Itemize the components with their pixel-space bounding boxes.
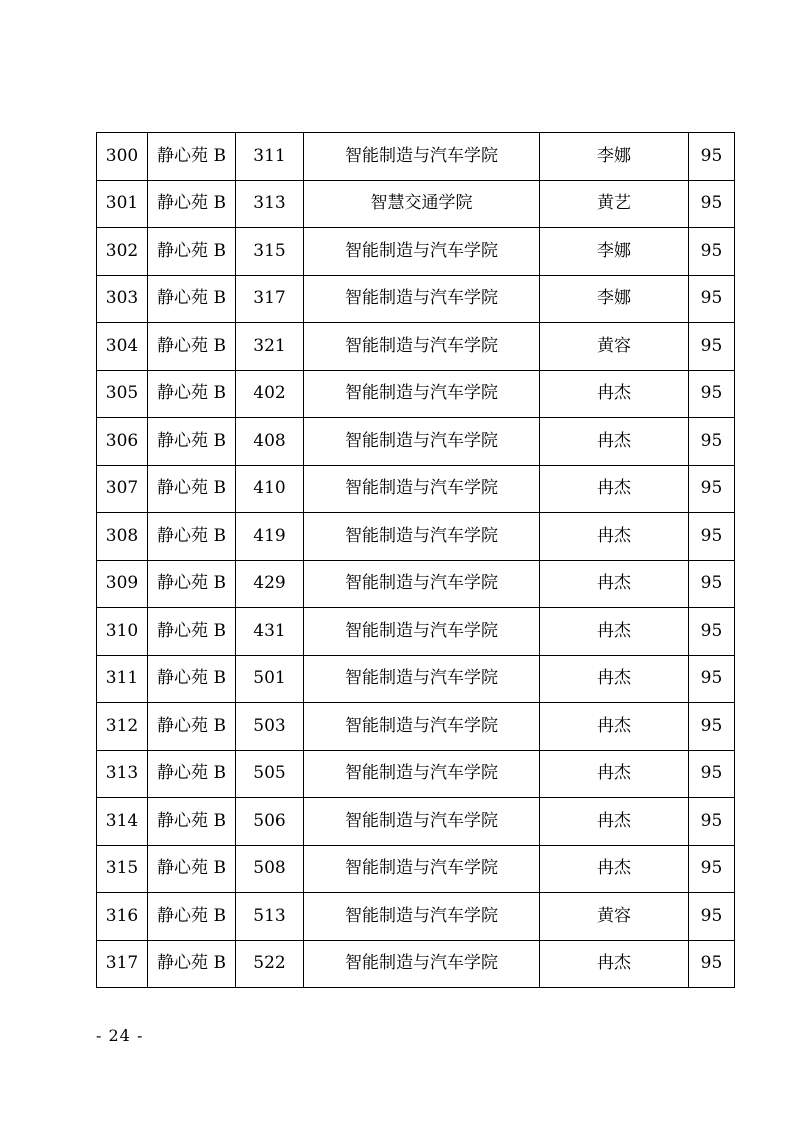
cell-counselor: 李娜 [540,228,689,276]
cell-score: 95 [689,798,735,846]
cell-college: 智能制造与汽车学院 [304,513,540,561]
score-table [96,132,735,988]
cell-number: 313 [97,750,148,798]
cell-counselor: 冉杰 [540,608,689,656]
cell-room: 503 [236,703,304,751]
cell-building: 静心苑 B [148,180,236,228]
cell-score: 95 [689,370,735,418]
cell-score: 95 [689,703,735,751]
table-row [97,893,735,941]
cell-number: 316 [97,893,148,941]
cell-college: 智慧交通学院 [304,180,540,228]
cell-room: 315 [236,228,304,276]
cell-building: 静心苑 B [148,940,236,988]
cell-college: 智能制造与汽车学院 [304,275,540,323]
cell-college: 智能制造与汽车学院 [304,323,540,371]
cell-number: 307 [97,465,148,513]
cell-building: 静心苑 B [148,798,236,846]
cell-room: 508 [236,845,304,893]
cell-college: 智能制造与汽车学院 [304,845,540,893]
cell-score: 95 [689,940,735,988]
cell-building: 静心苑 B [148,655,236,703]
cell-college: 智能制造与汽车学院 [304,370,540,418]
cell-number: 311 [97,655,148,703]
cell-score: 95 [689,465,735,513]
cell-number: 302 [97,228,148,276]
cell-counselor: 冉杰 [540,940,689,988]
cell-counselor: 冉杰 [540,750,689,798]
cell-college: 智能制造与汽车学院 [304,228,540,276]
cell-counselor: 冉杰 [540,560,689,608]
cell-number: 306 [97,418,148,466]
cell-college: 智能制造与汽车学院 [304,418,540,466]
cell-score: 95 [689,893,735,941]
cell-room: 419 [236,513,304,561]
table-row [97,560,735,608]
cell-college: 智能制造与汽车学院 [304,465,540,513]
cell-room: 402 [236,370,304,418]
cell-building: 静心苑 B [148,513,236,561]
cell-score: 95 [689,323,735,371]
cell-building: 静心苑 B [148,418,236,466]
cell-college: 智能制造与汽车学院 [304,655,540,703]
cell-room: 501 [236,655,304,703]
cell-college: 智能制造与汽车学院 [304,798,540,846]
cell-counselor: 冉杰 [540,655,689,703]
cell-counselor: 冉杰 [540,418,689,466]
cell-room: 506 [236,798,304,846]
cell-counselor: 冉杰 [540,465,689,513]
table-row [97,228,735,276]
cell-number: 300 [97,133,148,181]
cell-college: 智能制造与汽车学院 [304,940,540,988]
table-row [97,940,735,988]
cell-room: 505 [236,750,304,798]
cell-score: 95 [689,750,735,798]
cell-building: 静心苑 B [148,275,236,323]
cell-number: 317 [97,940,148,988]
cell-score: 95 [689,513,735,561]
cell-number: 309 [97,560,148,608]
cell-building: 静心苑 B [148,133,236,181]
cell-building: 静心苑 B [148,370,236,418]
cell-room: 410 [236,465,304,513]
cell-number: 305 [97,370,148,418]
table-row [97,513,735,561]
table-row [97,275,735,323]
cell-building: 静心苑 B [148,228,236,276]
cell-college: 智能制造与汽车学院 [304,560,540,608]
cell-building: 静心苑 B [148,845,236,893]
table-row [97,845,735,893]
table-row [97,133,735,181]
cell-college: 智能制造与汽车学院 [304,893,540,941]
table-row [97,703,735,751]
cell-counselor: 李娜 [540,275,689,323]
cell-number: 312 [97,703,148,751]
table-row [97,608,735,656]
cell-score: 95 [689,608,735,656]
cell-counselor: 冉杰 [540,370,689,418]
cell-college: 智能制造与汽车学院 [304,750,540,798]
cell-counselor: 冉杰 [540,845,689,893]
cell-building: 静心苑 B [148,465,236,513]
cell-counselor: 李娜 [540,133,689,181]
cell-counselor: 黄容 [540,323,689,371]
table-row [97,655,735,703]
table-row [97,323,735,371]
cell-room: 429 [236,560,304,608]
table-body [97,133,735,988]
cell-number: 308 [97,513,148,561]
cell-building: 静心苑 B [148,893,236,941]
cell-number: 315 [97,845,148,893]
cell-building: 静心苑 B [148,703,236,751]
table-row [97,750,735,798]
cell-counselor: 冉杰 [540,513,689,561]
cell-score: 95 [689,418,735,466]
cell-score: 95 [689,560,735,608]
cell-room: 321 [236,323,304,371]
cell-building: 静心苑 B [148,323,236,371]
cell-counselor: 黄艺 [540,180,689,228]
cell-room: 513 [236,893,304,941]
cell-number: 303 [97,275,148,323]
cell-building: 静心苑 B [148,608,236,656]
cell-college: 智能制造与汽车学院 [304,703,540,751]
cell-number: 314 [97,798,148,846]
table-row [97,465,735,513]
cell-number: 304 [97,323,148,371]
table-row [97,370,735,418]
cell-room: 313 [236,180,304,228]
cell-counselor: 冉杰 [540,703,689,751]
table-row [97,418,735,466]
cell-score: 95 [689,275,735,323]
cell-college: 智能制造与汽车学院 [304,133,540,181]
cell-counselor: 冉杰 [540,798,689,846]
cell-score: 95 [689,180,735,228]
cell-room: 408 [236,418,304,466]
cell-number: 310 [97,608,148,656]
cell-building: 静心苑 B [148,560,236,608]
table-row [97,798,735,846]
cell-room: 317 [236,275,304,323]
cell-college: 智能制造与汽车学院 [304,608,540,656]
cell-score: 95 [689,133,735,181]
cell-building: 静心苑 B [148,750,236,798]
table-row [97,180,735,228]
cell-counselor: 黄容 [540,893,689,941]
cell-room: 311 [236,133,304,181]
cell-score: 95 [689,845,735,893]
cell-room: 431 [236,608,304,656]
cell-score: 95 [689,655,735,703]
page-number: - 24 - [96,1026,144,1045]
cell-room: 522 [236,940,304,988]
cell-number: 301 [97,180,148,228]
cell-score: 95 [689,228,735,276]
